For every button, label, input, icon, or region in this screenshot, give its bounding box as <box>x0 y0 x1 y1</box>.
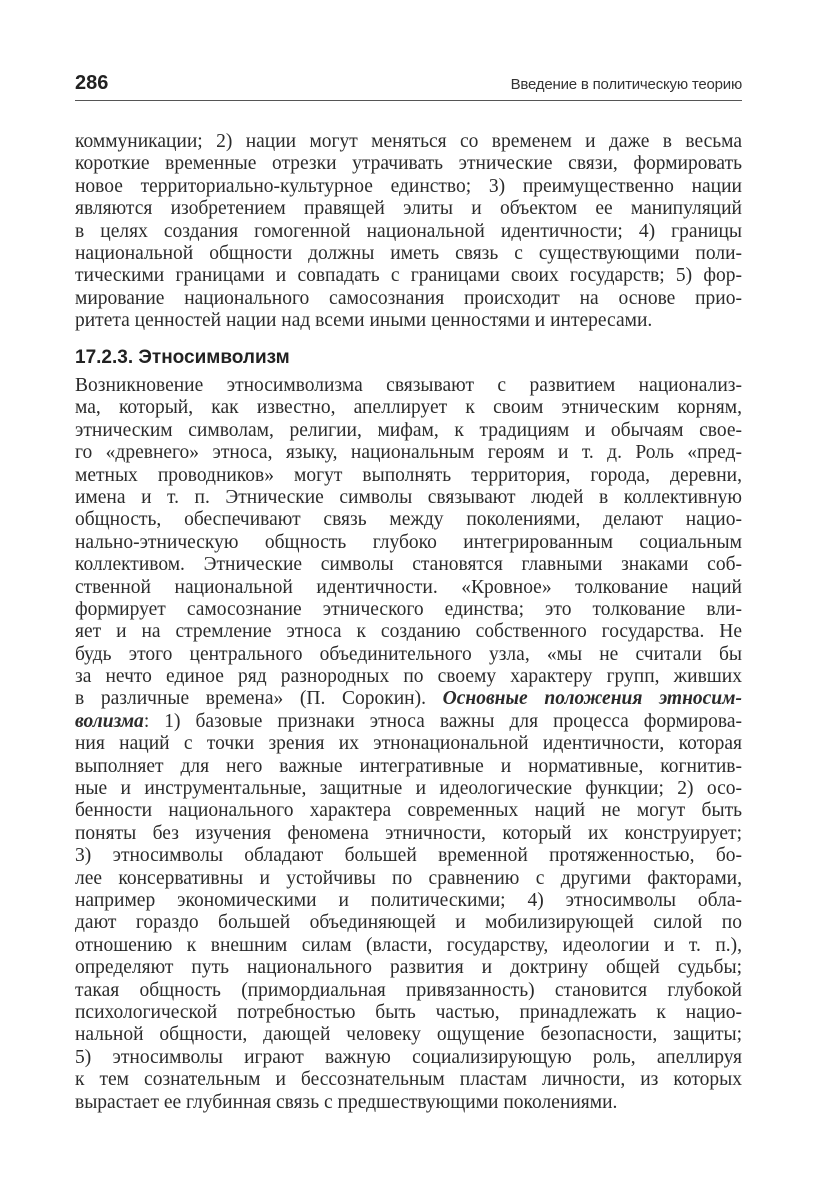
text-line: психологической потребностью быть частью, принадлежать к нацио- <box>75 1001 742 1023</box>
paragraph-2 <box>75 375 742 1114</box>
text-line: коллективом. Этнические символы становятся главными знаками соб- <box>75 554 742 576</box>
text-line: этническим символам, религии, мифам, к традициям и обычаям свое- <box>75 419 742 441</box>
text-line: будь этого центрального объединительного узла, «мы не считали бы <box>75 643 742 665</box>
text-line: нально-этническую общность глубоко интегрированным социальным <box>75 531 742 553</box>
text-line: 5) этносимволы играют важную социализирующую роль, апеллируя <box>75 1046 742 1068</box>
text-line: в целях создания гомогенной национальной идентичности; 4) границы <box>75 220 742 242</box>
section-heading: 17.2.3. Этносимволизм <box>75 347 290 368</box>
text-line: ма, который, как известно, апеллирует к своим этническим корням, <box>75 397 742 419</box>
text-line: ния наций с точки зрения их этнонациональной идентичности, которая <box>75 733 742 755</box>
text-segment: : 1) базовые признаки этноса важны для процесса формирова- <box>143 710 742 732</box>
text-line: короткие временные отрезки утрачивать этнические связи, формировать <box>75 153 742 175</box>
text-line: формирует самосознание этнического единства; это толкование вли- <box>75 598 742 620</box>
text-line: к тем сознательным и бессознательным пластам личности, из которых <box>75 1069 742 1091</box>
emphasized-term: волизма <box>75 710 144 732</box>
text-line: нальной общности, дающей человеку ощущение безопасности, защиты; <box>75 1024 742 1046</box>
text-line: ритета ценностей нации над всеми иными ценностями и интересами. <box>75 310 653 332</box>
text-line: выполняет для него важные интегративные и нормативные, когнитив- <box>75 755 742 777</box>
text-line: бенности национального характера современных наций не могут быть <box>75 800 742 822</box>
text-line: являются изобретением правящей элиты и объектом ее манипуляций <box>75 198 742 220</box>
running-header <box>75 72 742 101</box>
text-line: дают гораздо большей объединяющей и мобилизирующей силой по <box>75 912 742 934</box>
running-title: Введение в политическую теорию <box>510 76 742 93</box>
text-line: вырастает ее глубинная связь с предшествующими поколениями. <box>75 1091 618 1113</box>
text-line: 3) этносимволы обладают большей временной протяженностью, бо- <box>75 845 742 867</box>
text-line: мирование национального самосознания происходит на основе прио- <box>75 287 742 309</box>
text-line: метных проводников» могут выполнять территория, города, деревни, <box>75 464 742 486</box>
text-line: ные и инструментальные, защитные и идеологические функции; 2) осо- <box>75 778 742 800</box>
text-line: лее консервативны и устойчивы по сравнению с другими факторами, <box>75 867 742 889</box>
text-line: Возникновение этносимволизма связывают с развитием национализ- <box>75 375 742 396</box>
text-line: за нечто единое ряд разнородных по своему характеру групп, живших <box>75 666 742 688</box>
text-line: например экономическими и политическими; 4) этносимволы обла- <box>75 889 742 911</box>
text-line <box>75 688 742 710</box>
text-line: тическими границами и совпадать с границами своих государств; 5) фор- <box>75 265 742 287</box>
text-line: национальной общности должны иметь связь с существующими поли- <box>75 242 742 264</box>
text-line: общность, обеспечивают связь между поколениями, делают нацио- <box>75 509 742 531</box>
text-line: поняты без изучения феномена этничности, который их конструирует; <box>75 822 742 844</box>
text-line: определяют путь национального развития и доктрину общей судьбы; <box>75 957 742 979</box>
text-line: имена и т. п. Этнические символы связывают людей в коллективную <box>75 486 742 508</box>
text-line <box>75 711 742 733</box>
text-line: го «древнего» этноса, языку, национальным героям и т. д. Роль «пред- <box>75 442 742 464</box>
text-line: такая общность (примордиальная привязанность) становится глубокой <box>75 979 742 1001</box>
text-line: коммуникации; 2) нации могут меняться со временем и даже в весьма <box>75 131 742 152</box>
text-line: ственной национальной идентичности. «Кровное» толкование наций <box>75 576 742 598</box>
text-line: отношению к внешним силам (власти, государству, идеологии и т. п.), <box>75 934 742 956</box>
emphasized-term: Основные положения этносим- <box>442 688 743 710</box>
text-line: новое территориально-культурное единство; 3) преимущественно нации <box>75 175 742 197</box>
text-segment: в различные времена» (П. Сорокин). <box>75 688 443 710</box>
text-line: яет и на стремление этноса к созданию собственного государства. Не <box>75 621 742 643</box>
page-number: 286 <box>75 72 109 94</box>
paragraph-1 <box>75 131 742 333</box>
